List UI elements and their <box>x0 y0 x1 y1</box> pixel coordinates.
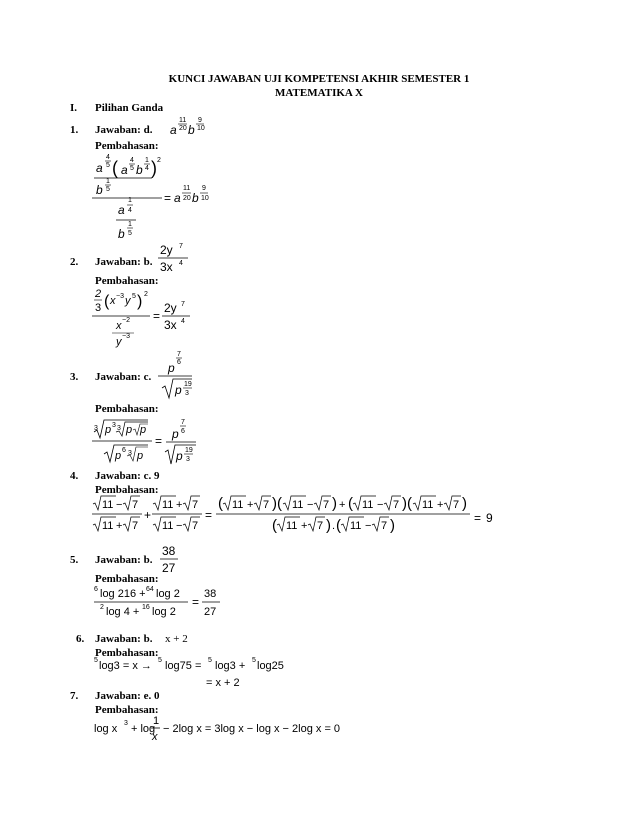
svg-text:y: y <box>125 295 131 307</box>
svg-text:7: 7 <box>317 520 324 532</box>
svg-text:27: 27 <box>204 606 217 618</box>
answer-label: Jawaban: d. <box>95 124 153 136</box>
svg-text:3: 3 <box>185 390 189 397</box>
svg-text:+: + <box>437 499 444 511</box>
q6-answer-value: x + 2 <box>165 633 188 645</box>
svg-text:4: 4 <box>179 260 183 267</box>
svg-text:1: 1 <box>153 715 160 727</box>
svg-text:3: 3 <box>186 456 190 463</box>
svg-text:3: 3 <box>128 450 132 457</box>
svg-text:p: p <box>115 450 122 462</box>
q4-solution-formula <box>92 492 472 540</box>
svg-text:−: − <box>116 499 123 511</box>
svg-text:p: p <box>172 427 179 441</box>
svg-text:3: 3 <box>112 422 116 429</box>
svg-text:p: p <box>176 449 183 463</box>
svg-text:5: 5 <box>158 657 162 664</box>
svg-text:(: ( <box>218 495 223 512</box>
svg-text:7: 7 <box>177 351 181 358</box>
q3-answer-formula <box>158 348 200 400</box>
svg-text:7: 7 <box>192 520 199 532</box>
svg-text:11: 11 <box>162 499 174 511</box>
q1-base-b: b <box>188 123 195 137</box>
svg-text:x: x <box>152 731 158 743</box>
svg-text:19: 19 <box>185 447 193 454</box>
svg-text:5: 5 <box>130 165 134 172</box>
svg-text:)(: )( <box>402 495 412 512</box>
q4-equals-sign: = <box>474 511 482 525</box>
svg-text:2: 2 <box>100 604 104 611</box>
svg-text:11: 11 <box>422 499 434 511</box>
svg-text:=: = <box>155 434 163 448</box>
svg-text:7: 7 <box>323 499 330 511</box>
svg-text:2y: 2y <box>160 243 173 257</box>
svg-text:p: p <box>140 424 147 436</box>
svg-text:): ) <box>332 495 337 512</box>
svg-text:11: 11 <box>232 499 244 511</box>
q5-answer-formula <box>160 542 184 576</box>
svg-text:=: = <box>153 309 161 323</box>
q6-solution-formula <box>94 655 294 691</box>
section-title: Pilihan Ganda <box>95 102 164 114</box>
svg-text:+: + <box>339 499 346 511</box>
svg-text:7: 7 <box>453 499 460 511</box>
q1-exp-b-num: 9 <box>198 117 202 124</box>
svg-text:p: p <box>168 361 175 375</box>
svg-text:−2: −2 <box>122 317 130 324</box>
svg-text:−3: −3 <box>116 293 124 300</box>
svg-text:7: 7 <box>381 520 388 532</box>
svg-text:+: + <box>144 508 152 522</box>
question-number: 6. <box>76 633 85 645</box>
svg-text:1: 1 <box>128 197 132 204</box>
svg-text:20: 20 <box>183 195 191 202</box>
q1-exp-a-den: 20 <box>179 125 187 132</box>
svg-text:6: 6 <box>94 586 98 593</box>
svg-text:b: b <box>136 163 143 177</box>
svg-text:38: 38 <box>204 588 217 600</box>
svg-text:64: 64 <box>146 586 154 593</box>
svg-text:3x: 3x <box>160 260 173 274</box>
svg-text:7: 7 <box>132 520 139 532</box>
svg-text:27: 27 <box>162 561 176 575</box>
q1-answer-formula <box>170 114 220 138</box>
svg-text:6: 6 <box>177 359 181 366</box>
svg-text:p: p <box>126 424 133 436</box>
svg-text:x: x <box>110 295 116 307</box>
svg-text:−: − <box>176 520 183 532</box>
svg-text:b: b <box>118 227 125 241</box>
svg-text:): ) <box>137 293 143 310</box>
pembahasan-label: Pembahasan: <box>95 403 159 415</box>
svg-text:11: 11 <box>162 520 174 532</box>
svg-text:log x: log x <box>94 723 118 735</box>
svg-text:3x: 3x <box>164 318 177 332</box>
svg-text:6: 6 <box>181 428 185 435</box>
svg-text:−: − <box>307 499 314 511</box>
svg-text:1: 1 <box>106 178 110 185</box>
svg-text:a: a <box>118 203 125 217</box>
svg-text:+: + <box>301 520 308 532</box>
svg-text:y: y <box>116 336 122 348</box>
svg-text:=: = <box>164 191 172 205</box>
pembahasan-label: Pembahasan: <box>95 704 159 716</box>
answer-label: Jawaban: e. 0 <box>95 690 160 702</box>
svg-text:3: 3 <box>94 425 98 432</box>
svg-text:11: 11 <box>292 499 304 511</box>
pembahasan-label: Pembahasan: <box>95 484 159 496</box>
q1-exp-a-num: 11 <box>179 117 187 124</box>
svg-text:5: 5 <box>106 162 110 169</box>
svg-text:11: 11 <box>362 499 374 511</box>
svg-text:5: 5 <box>132 293 136 300</box>
question-number: 3. <box>70 371 79 383</box>
svg-text:x: x <box>116 320 122 332</box>
pembahasan-label: Pembahasan: <box>95 140 159 152</box>
svg-text:7: 7 <box>181 419 185 426</box>
svg-text:b: b <box>96 183 103 197</box>
svg-text:2: 2 <box>157 157 161 164</box>
question-number: 7. <box>70 690 79 702</box>
svg-text:3: 3 <box>95 302 102 314</box>
svg-text:)(: )( <box>272 495 282 512</box>
svg-text:4: 4 <box>145 165 149 172</box>
svg-text:a: a <box>96 161 103 175</box>
document-title-line1: KUNCI JAWABAN UJI KOMPETENSI AKHIR SEMESTER 1 <box>168 73 470 85</box>
pembahasan-label: Pembahasan: <box>95 573 159 585</box>
svg-text:7: 7 <box>192 499 199 511</box>
svg-text:38: 38 <box>162 544 176 558</box>
svg-text:+: + <box>176 499 183 511</box>
svg-text:(: ( <box>112 158 118 178</box>
svg-text:7: 7 <box>393 499 400 511</box>
question-number: 4. <box>70 470 79 482</box>
svg-text:4: 4 <box>181 318 185 325</box>
svg-text:a: a <box>121 163 128 177</box>
svg-text:(: ( <box>348 495 353 512</box>
svg-text:−3: −3 <box>122 333 130 340</box>
question-number: 5. <box>70 554 79 566</box>
q1-base-a: a <box>170 123 177 137</box>
svg-text:(: ( <box>104 293 110 310</box>
section-number: I. <box>70 102 78 114</box>
svg-text:−: − <box>365 520 372 532</box>
svg-text:4: 4 <box>106 154 110 161</box>
svg-text:log75 =: log75 = <box>165 660 202 672</box>
svg-text:log3 +: log3 + <box>215 660 246 672</box>
svg-text:11: 11 <box>350 520 362 532</box>
q5-solution-formula <box>94 584 224 620</box>
svg-text:log 2: log 2 <box>152 606 176 618</box>
svg-text:10: 10 <box>201 195 209 202</box>
answer-label: Jawaban: c. 9 <box>95 470 160 482</box>
svg-text:6: 6 <box>122 447 126 454</box>
svg-text:1: 1 <box>145 157 149 164</box>
svg-text:11: 11 <box>102 520 114 532</box>
svg-text:log 216 +: log 216 + <box>100 588 146 600</box>
answer-label: Jawaban: b. <box>95 256 153 268</box>
svg-text:11: 11 <box>286 520 298 532</box>
svg-text:): ) <box>151 158 157 178</box>
answer-label: Jawaban: b. <box>95 633 153 645</box>
svg-text:): ) <box>462 495 467 512</box>
svg-text:2: 2 <box>144 291 148 298</box>
svg-text:p: p <box>137 450 144 462</box>
svg-text:(: ( <box>336 517 341 534</box>
svg-text:7: 7 <box>263 499 270 511</box>
svg-text:p: p <box>105 424 112 436</box>
document-title-line2: MATEMATIKA X <box>275 87 363 99</box>
svg-text:11: 11 <box>183 185 191 192</box>
svg-text:p: p <box>175 383 182 397</box>
svg-text:5: 5 <box>128 230 132 237</box>
q3-solution-formula <box>92 414 202 470</box>
svg-text:2y: 2y <box>164 301 177 315</box>
answer-label: Jawaban: c. <box>95 371 152 383</box>
svg-text:11: 11 <box>102 499 114 511</box>
q1-solution-formula <box>92 150 212 245</box>
q2-answer-formula <box>158 240 198 276</box>
q7-solution-formula <box>94 713 364 749</box>
svg-text:− 2log x = 3log x − log x − 2l: − 2log x = 3log x − log x − 2log x = 0 <box>163 723 341 735</box>
svg-text:+: + <box>247 499 254 511</box>
svg-text:log25: log25 <box>257 660 284 672</box>
svg-text:7: 7 <box>179 243 183 250</box>
svg-text:(: ( <box>272 517 277 534</box>
svg-text:.: . <box>332 520 336 532</box>
svg-text:16: 16 <box>142 604 150 611</box>
svg-text:5: 5 <box>208 657 212 664</box>
svg-text:b: b <box>192 191 199 205</box>
svg-text:= x + 2: = x + 2 <box>206 677 240 689</box>
pembahasan-label: Pembahasan: <box>95 647 159 659</box>
svg-text:4: 4 <box>128 207 132 214</box>
svg-text:4: 4 <box>130 157 134 164</box>
svg-text:5: 5 <box>106 186 110 193</box>
pembahasan-label: Pembahasan: <box>95 275 159 287</box>
svg-text:19: 19 <box>184 381 192 388</box>
svg-text:3: 3 <box>124 720 128 727</box>
svg-text:3: 3 <box>117 425 121 432</box>
svg-text:1: 1 <box>128 221 132 228</box>
svg-text:2: 2 <box>95 288 102 300</box>
svg-text:5: 5 <box>94 657 98 664</box>
q2-solution-formula <box>92 286 202 348</box>
svg-text:log3 = x →: log3 = x → <box>99 660 152 672</box>
svg-text:): ) <box>390 517 395 534</box>
svg-text:=: = <box>205 508 213 522</box>
question-number: 1. <box>70 124 79 136</box>
svg-text:log 2: log 2 <box>156 588 180 600</box>
q4-result: 9 <box>486 511 493 525</box>
svg-text:−: − <box>377 499 384 511</box>
svg-text:+: + <box>116 520 123 532</box>
answer-label: Jawaban: b. <box>95 554 153 566</box>
svg-text:5: 5 <box>252 657 256 664</box>
svg-text:7: 7 <box>132 499 139 511</box>
svg-text:9: 9 <box>202 185 206 192</box>
svg-text:): ) <box>326 517 331 534</box>
q1-exp-b-den: 10 <box>197 125 205 132</box>
svg-text:=: = <box>192 595 200 609</box>
svg-text:7: 7 <box>181 301 185 308</box>
svg-text:+ log: + log <box>131 723 156 735</box>
question-number: 2. <box>70 256 79 268</box>
svg-text:a: a <box>174 191 181 205</box>
svg-text:log 4 +: log 4 + <box>106 606 140 618</box>
